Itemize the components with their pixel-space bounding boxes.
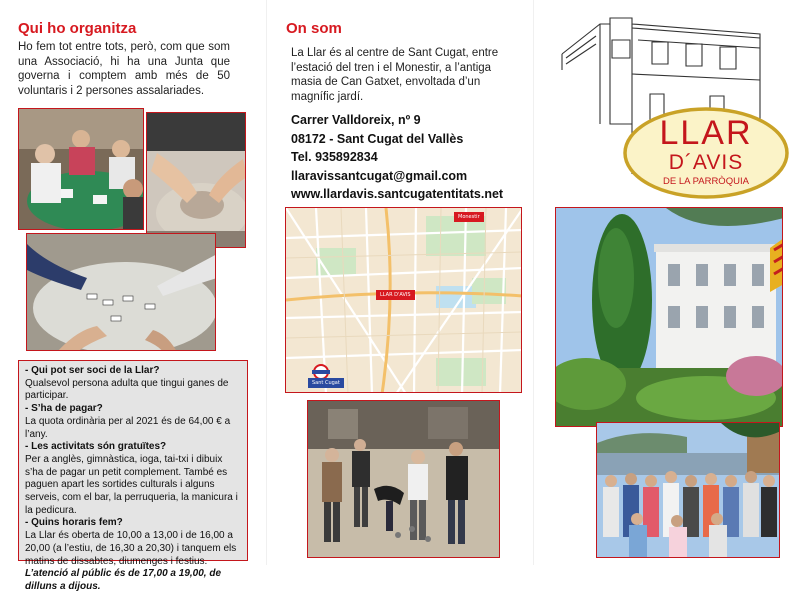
- organitza-intro: Ho fem tot entre tots, però, com que som una Associació, hi ha una Junta que governa i comptem amb més de 50 voluntaris i 2 persones assalariades.: [18, 41, 230, 97]
- location-map[interactable]: [285, 207, 522, 393]
- email-link[interactable]: llaravissantcugat@gmail.com: [291, 168, 468, 183]
- logo-line-2: D´AVIS: [668, 151, 744, 174]
- public-hours-note: L’atenció al públic és de 17,00 a 19,00, de dilluns a dijous.: [25, 568, 222, 592]
- faq-question: - Qui pot ser soci de la Llar?: [25, 365, 160, 376]
- faq-question: - Les activitats són gratuïtes?: [25, 441, 167, 453]
- section-title-on-som: On som: [286, 20, 342, 37]
- location-intro: La Llar és al centre de Sant Cugat, entre l’estació del tren i el Monestir, a l’antiga masia de Can Gatxet, envoltada d’un magnífic jardí.: [291, 47, 499, 103]
- logo-line-1: LLAR: [659, 114, 753, 152]
- section-title-organitza: Qui ho organitza: [18, 20, 137, 37]
- photo-dominoes: [26, 233, 216, 351]
- map-label-llar: LLAR D'AVIS: [376, 290, 415, 300]
- faq-question: - Quins horaris fem?: [25, 517, 123, 529]
- llar-davis-logo: [622, 106, 790, 200]
- faq-answer: La Llar és oberta de 10,00 a 13,00 i de 16,00 a 20,00 (a l’estiu, de 16,30 a 20,30) i tanquem els matins de dissabtes, diumenges i festius.: [25, 530, 237, 567]
- faq-answer: Qualsevol persona adulta que tingui ganes de participar.: [25, 377, 229, 402]
- fold-line-2: [533, 0, 534, 565]
- address-street: Carrer Valldoreix, nº 9: [291, 113, 421, 127]
- logo-line-3: DE LA PARRÒQUIA: [663, 176, 749, 187]
- faq-answer: La quota ordinària per al 2021 és de 64,00 € a l’any.: [25, 415, 231, 440]
- address-city: 08172 - Sant Cugat del Vallès: [291, 131, 464, 146]
- contact-block: [291, 111, 531, 204]
- faq-question: - S’ha de pagar?: [25, 403, 103, 415]
- map-label-monestir: Monestir: [454, 212, 484, 222]
- photo-building-garden: [555, 207, 783, 427]
- faq-box: [18, 360, 248, 592]
- photo-pottery: [146, 112, 246, 248]
- website-link[interactable]: www.llardavis.santcugatentitats.net: [291, 187, 504, 201]
- phone-number[interactable]: Tel. 935892834: [291, 150, 378, 164]
- faq-answer: Per a anglès, gimnàstica, ioga, tai-txi i dibuix s’ha de pagar un petit complement. També es paguen apart les sortides culturals i alguns serveis, com el bar, la perruqueria, la manicura i la pedicura.: [25, 453, 238, 516]
- map-label-station: Sant Cugat: [308, 378, 344, 388]
- fold-line-1: [266, 0, 267, 565]
- photo-group-trip: [596, 422, 780, 558]
- photo-petanque: [307, 400, 500, 558]
- photo-card-game: [18, 108, 144, 230]
